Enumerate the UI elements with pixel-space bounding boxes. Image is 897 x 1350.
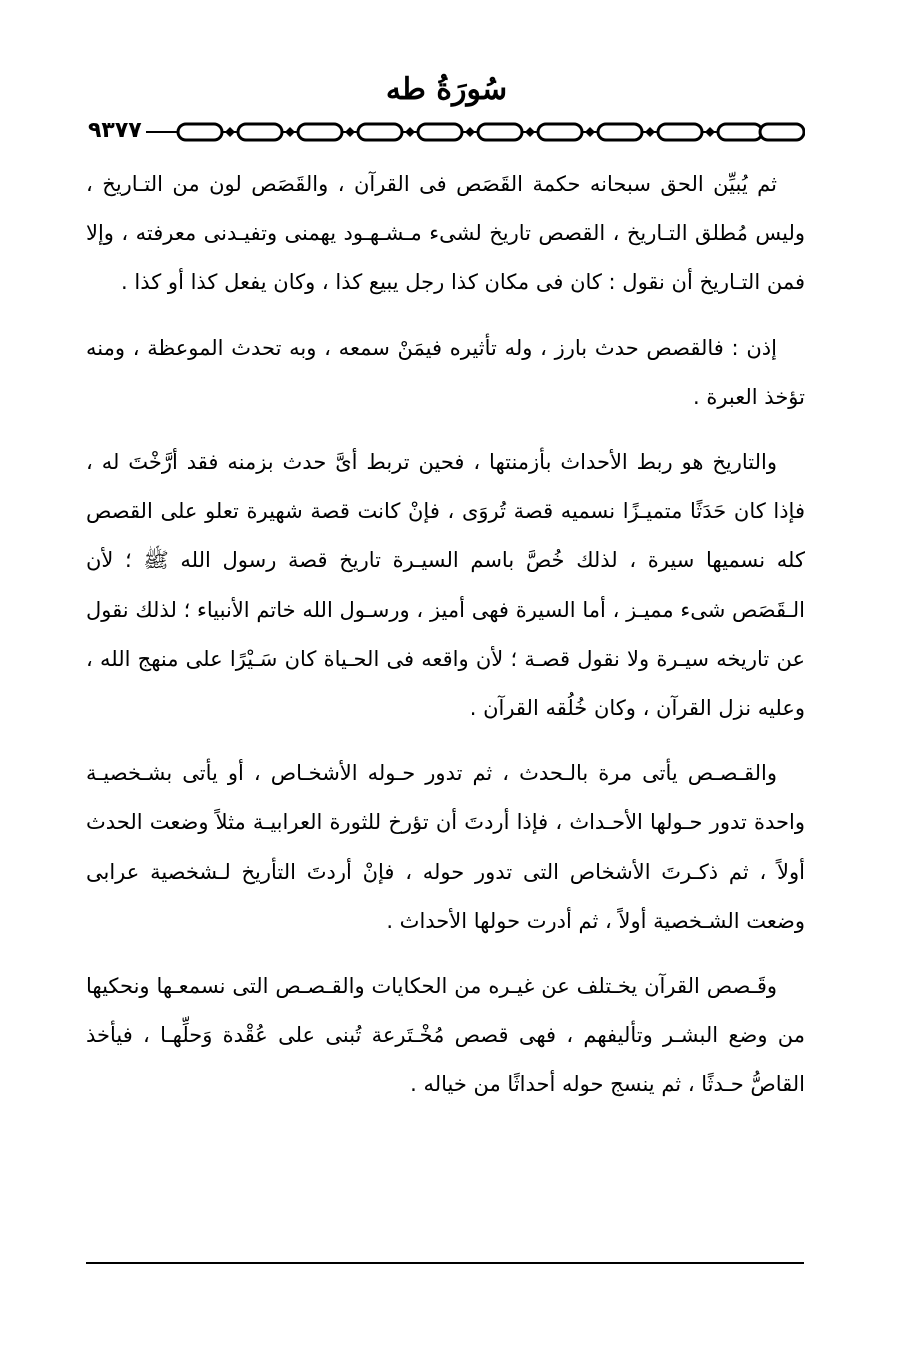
paragraph: وقَـصص القرآن يخـتلف عن غيـره من الحكايات والقـصـص التى نسمعـها ونحكيها من وضع البشـر وتأليفهم ، فهى قصص مُخْـتَرعة تُبنى على عُقْدة وَحلِّهـا ، فيأخذ القاصُّ حـدثًا ، ثم ينسج حوله أحداثًا من خياله . <box>86 974 805 1097</box>
paragraph: والقـصـص يأتى مرة بالـحدث ، ثم تدور حـوله الأشخـاص ، أو يأتى بشـخصيـة واحدة تدور حـولها الأحـداث ، فإذا أردتَ أن تؤرخ للثورة العرابيـة مثلاً وضعت الحدث أولاً ، ثم ذكـرتَ الأشخاص التى تدور حوله ، فإنْ أردتَ التأريخ لـشخصية عرابى وضعت الشـخصية أولاً ، ثم أدرت حولها الأحداث . <box>86 761 805 933</box>
paragraph: ثم يُبيِّن الحق سبحانه حكمة القَصَص فى القرآن ، والقَصَص لون من التـاريخ ، وليس مُطلق التـاريخ ، القصص تاريخ لشىء مـشـهـود يهمنى وتفيـدنى معرفته ، وإلا فمن التـاريخ أن نقول : كان فى مكان كذا رجل يبيع كذا ، وكان يفعل كذا أو كذا . <box>86 172 805 295</box>
chain-ornament <box>88 121 805 143</box>
body-text <box>86 160 805 1126</box>
page-header <box>88 65 805 145</box>
footer-divider <box>86 1262 804 1264</box>
surah-title: سُورَةُ طه <box>385 72 508 107</box>
page-number: ٩٣٧٧ <box>88 117 146 145</box>
paragraph: والتاريخ هو ربط الأحداث بأزمنتها ، فحين تربط أىَّ حدث بزمنه فقد أرَّخْتَ له ، فإذا كان حَدَثًا متميـزًا نسميه قصة تُروَى ، فإنْ كانت قصة شهيرة تعلو على القصص كله نسميها سيرة ، لذلك خُصَّ باسم السيـرة تاريخ قصة رسول الله ﷺ ؛ لأن الـقَصَص شىء مميـز ، أما السيرة فهى أميز ، ورسـول الله خاتم الأنبياء ؛ لذلك نقول عن تاريخه سيـرة ولا نقول قصـة ؛ لأن واقعه فى الحـياة كان سَـيْرًا على منهج الله ، وعليه نزل القرآن ، وكان خُلُقه القرآن . <box>86 450 805 721</box>
chain-ornament-icon <box>88 121 805 143</box>
paragraph: إذن : فالقصص حدث بارز ، وله تأثيره فيمَنْ سمعه ، وبه تحدث الموعظة ، ومنه تؤخذ العبرة . <box>86 335 805 409</box>
